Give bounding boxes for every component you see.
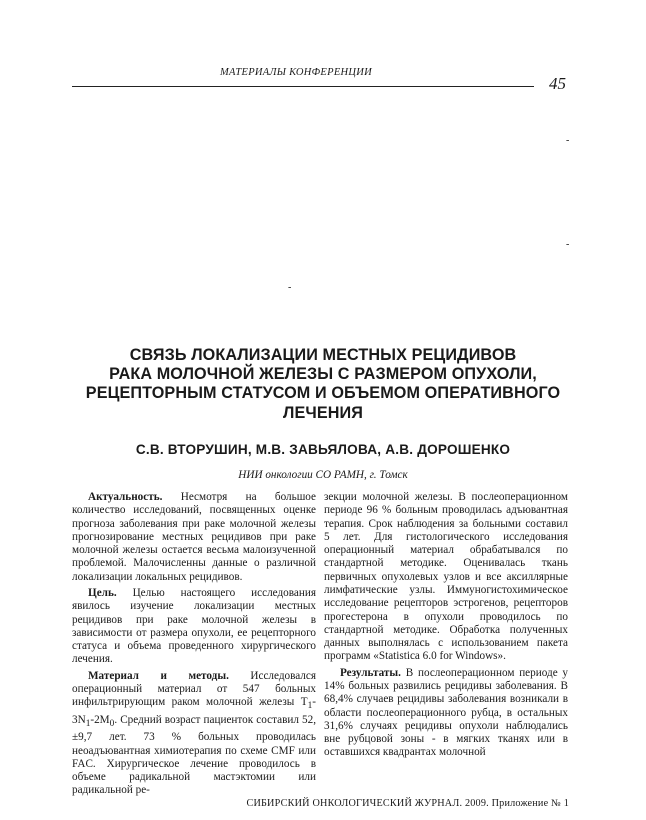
paragraph-text: -2M (90, 713, 110, 726)
paragraph-text: -3N (72, 696, 316, 726)
paragraph-text: Исследовался операционный материал от 547 больных инфильтрирующим раком молочной железы T (72, 669, 316, 709)
left-column (72, 491, 316, 798)
paragraph-results (324, 667, 568, 760)
header-rule (72, 86, 534, 87)
paragraph-methods (72, 670, 316, 798)
paragraph-lead: Актуальность. (88, 491, 163, 503)
running-head: МАТЕРИАЛЫ КОНФЕРЕНЦИИ (220, 67, 373, 78)
paragraph-methods-cont: зекции молочной железы. В послеоперационном периоде 96 % больным проводилась адъювантная терапия. Срок наблюдения за больными составил 5 лет. Для гистологического исследования операционный материал обрабатывался по стандартной методике. Оценивалась ткань первичных опухолевых узлов и все аксиллярные лимфатические узлы. Иммуногистохимическое исследование рецепторов эстрогенов, рецепторов прогестерона в опухоли проводилось по стандартной методике. Обработка полученных данных выполнялась с использованием пакета программ «Statistica 6.0 for Windows». (324, 491, 568, 663)
stray-mark: - (566, 135, 570, 146)
affiliation: НИИ онкологии СО РАМН, г. Томск (238, 469, 408, 481)
paragraph-aim (72, 587, 316, 667)
authors: С.В. ВТОРУШИН, М.В. ЗАВЬЯЛОВА, А.В. ДОРОШЕНКО (135, 442, 511, 457)
right-column (324, 491, 568, 760)
title-line: РЕЦЕПТОРНЫМ СТАТУСОМ И ОБЪЕМОМ ОПЕРАТИВНОГО (85, 384, 561, 403)
paragraph-text: Несмотря на большое количество исследований, посвященных оценке прогноза заболевания при раке молочной железы прогнозирование местных рецидивов при раке молочной железы остается весьма малоизученной проблемой. Малочисленны данные о различной локализации локальных рецидивов. (72, 491, 317, 583)
subscript: 0 (109, 718, 115, 729)
title-line: ЛЕЧЕНИЯ (283, 403, 363, 422)
paragraph-text: Целью настоящего исследования явилось изучение локализации местных рецидивов при раке молочной железы в зависимости от размера опухоли, ее рецепторного статуса и объема проведенного хирургического лечения. (72, 586, 316, 666)
title-line: СВЯЗЬ ЛОКАЛИЗАЦИИ МЕСТНЫХ РЕЦИДИВОВ (129, 346, 517, 364)
title-line: РАКА МОЛОЧНОЙ ЖЕЛЕЗЫ С РАЗМЕРОМ ОПУХОЛИ, (109, 365, 537, 384)
page-number: 45 (549, 74, 566, 93)
paragraph-text: В послеоперационном периоде у 14% больных развились рецидивы заболевания. В 68,4% случаев рецидивы заболевания возникали в области послеоперационного рубца, в остальных 31,6% случаях рецидивы опухоли наблюдались вне рубцовой зоны - в мягких тканях или в оставшихся квадрантах молочной (324, 666, 569, 759)
stray-mark: - (288, 282, 292, 293)
paragraph-relevance (72, 491, 316, 584)
article-title (40, 346, 606, 423)
subscript: 1 (85, 718, 91, 729)
paragraph-lead: Результаты. (340, 666, 401, 679)
paragraph-lead: Материал и методы. (88, 669, 229, 682)
paragraph-text: . Средний возраст пациенток составил 52,±9,7 лет. 73 % больных проводилась неоадъювантная химиотерапия по схеме CMF или FAC. Хирургическое лечение проводилось в объеме радикальной мастэктомии или радикальной ре- (72, 713, 316, 797)
paragraph-lead: Цель. (88, 586, 117, 599)
stray-mark: - (566, 239, 570, 250)
journal-footer: СИБИРСКИЙ ОНКОЛОГИЧЕСКИЙ ЖУРНАЛ. 2009. Приложение № 1 (246, 798, 569, 809)
subscript: 1 (307, 701, 313, 712)
